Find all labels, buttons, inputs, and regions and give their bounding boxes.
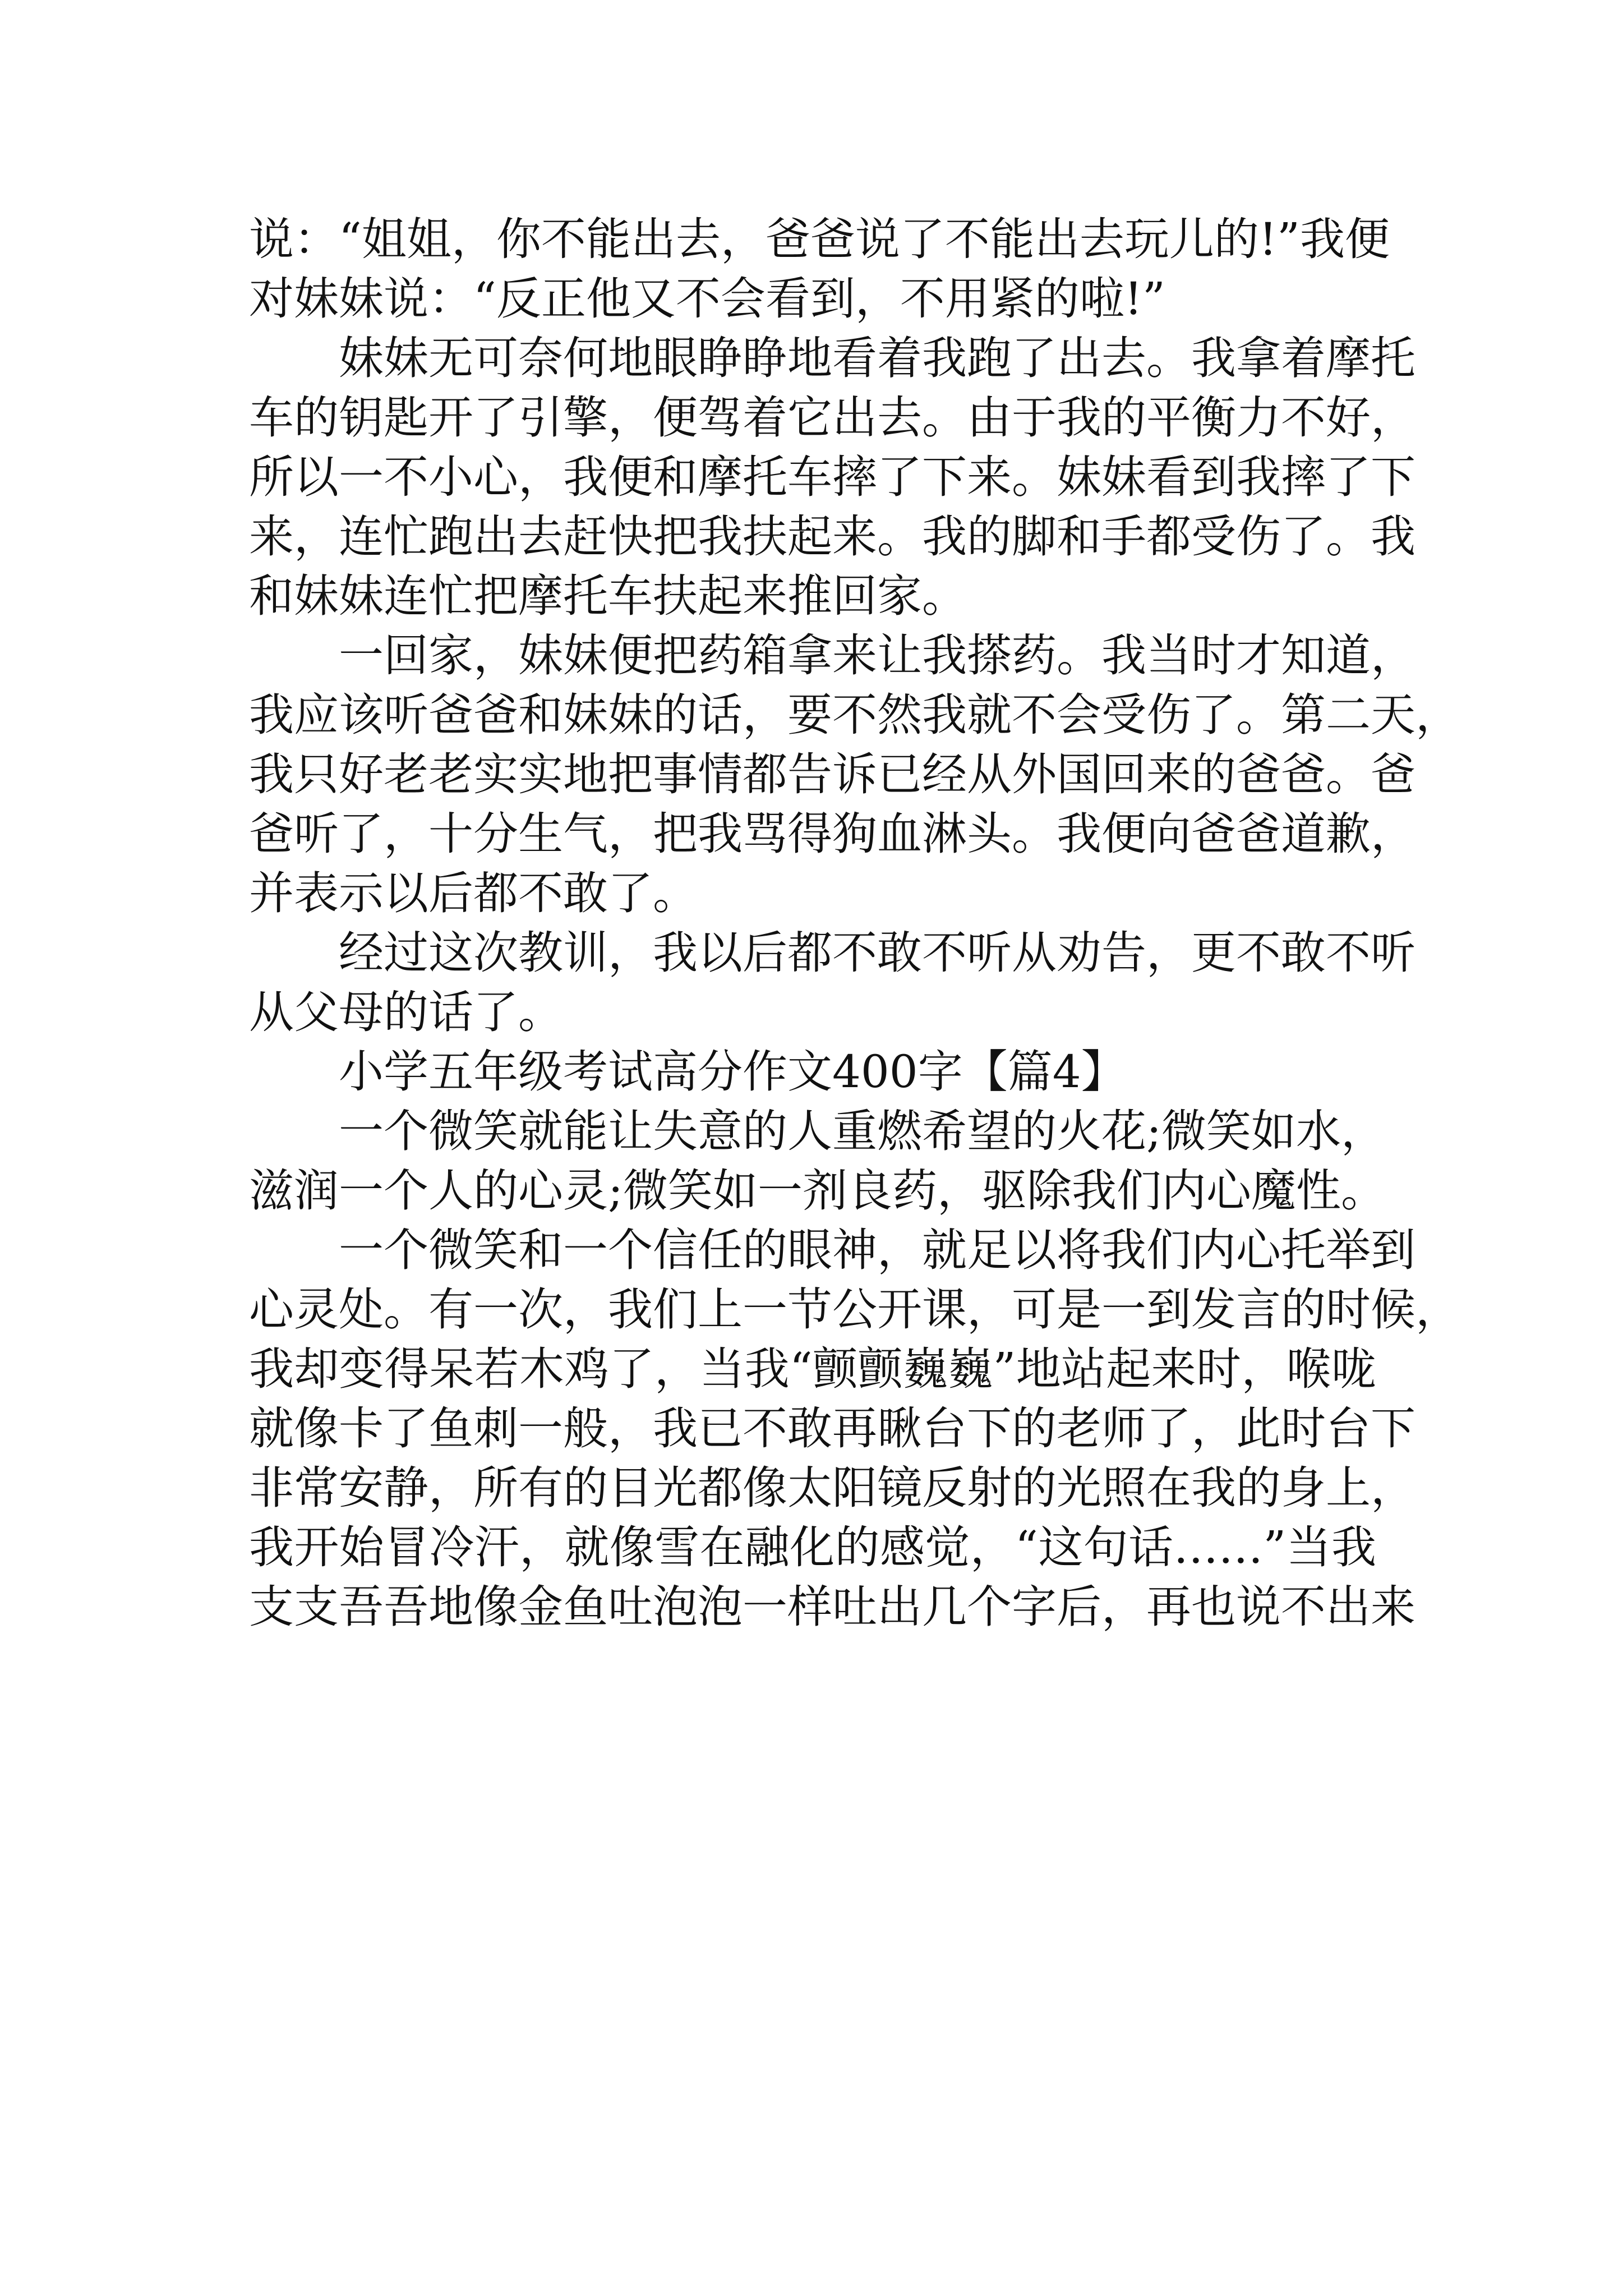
text-line: 和妹妹连忙把摩托车扶起来推回家。 [249,570,967,622]
text-line: 支支吾吾地像金鱼吐泡泡一样吐出几个字后，再也说不出来 [249,1581,1415,1633]
essay-body [249,210,1460,1637]
text-line: 我只好老老实实地把事情都告诉已经从外国回来的爸爸。爸 [249,748,1415,800]
text-line: 经过这次教训，我以后都不敢不听从劝告，更不敢不听 [339,927,1415,979]
text-line: 就像卡了鱼刺一般，我已不敢再瞅台下的老师了，此时台下 [249,1402,1415,1455]
text-line: 一个微笑就能让失意的人重燃希望的火花;微笑如水， [339,1105,1386,1157]
text-line: 所以一不小心，我便和摩托车摔了下来。妹妹看到我摔了下 [249,451,1415,503]
text-line: 从父母的话了。 [249,986,563,1038]
text-line: 我应该听爸爸和妹妹的话，要不然我就不会受伤了。第二天， [249,689,1460,741]
section-heading: 小学五年级考试高分作文400字【篇4】 [339,1046,1126,1098]
text-line: 一回家，妹妹便把药箱拿来让我搽药。我当时才知道， [339,629,1415,682]
text-line: 我开始冒冷汗，就像雪在融化的感觉，“这句话……”当我 [249,1521,1376,1573]
text-line: 来，连忙跑出去赶快把我扶起来。我的脚和手都受伤了。我 [249,510,1415,563]
text-line: 说：“姐姐，你不能出去，爸爸说了不能出去玩儿的!”我便 [249,213,1390,265]
text-line: 并表示以后都不敢了。 [249,867,698,919]
text-line: 车的钥匙开了引擎，便驾着它出去。由于我的平衡力不好， [249,392,1415,444]
text-line: 非常安静，所有的目光都像太阳镜反射的光照在我的身上， [249,1462,1415,1514]
text-line: 妹妹无可奈何地眼睁睁地看着我跑了出去。我拿着摩托 [339,332,1415,384]
text-line: 对妹妹说：“反正他又不会看到，不用紧的啦!” [249,273,1165,325]
text-line: 爸听了，十分生气，把我骂得狗血淋头。我便向爸爸道歉， [249,808,1415,860]
text-line: 滋润一个人的心灵;微笑如一剂良药，驱除我们内心魔性。 [249,1165,1386,1217]
text-line: 心灵处。有一次，我们上一节公开课，可是一到发言的时候， [249,1283,1460,1336]
text-line: 一个微笑和一个信任的眼神，就足以将我们内心托举到 [339,1224,1415,1276]
text-line: 我却变得呆若木鸡了，当我“颤颤巍巍”地站起来时，喉咙 [249,1343,1376,1395]
